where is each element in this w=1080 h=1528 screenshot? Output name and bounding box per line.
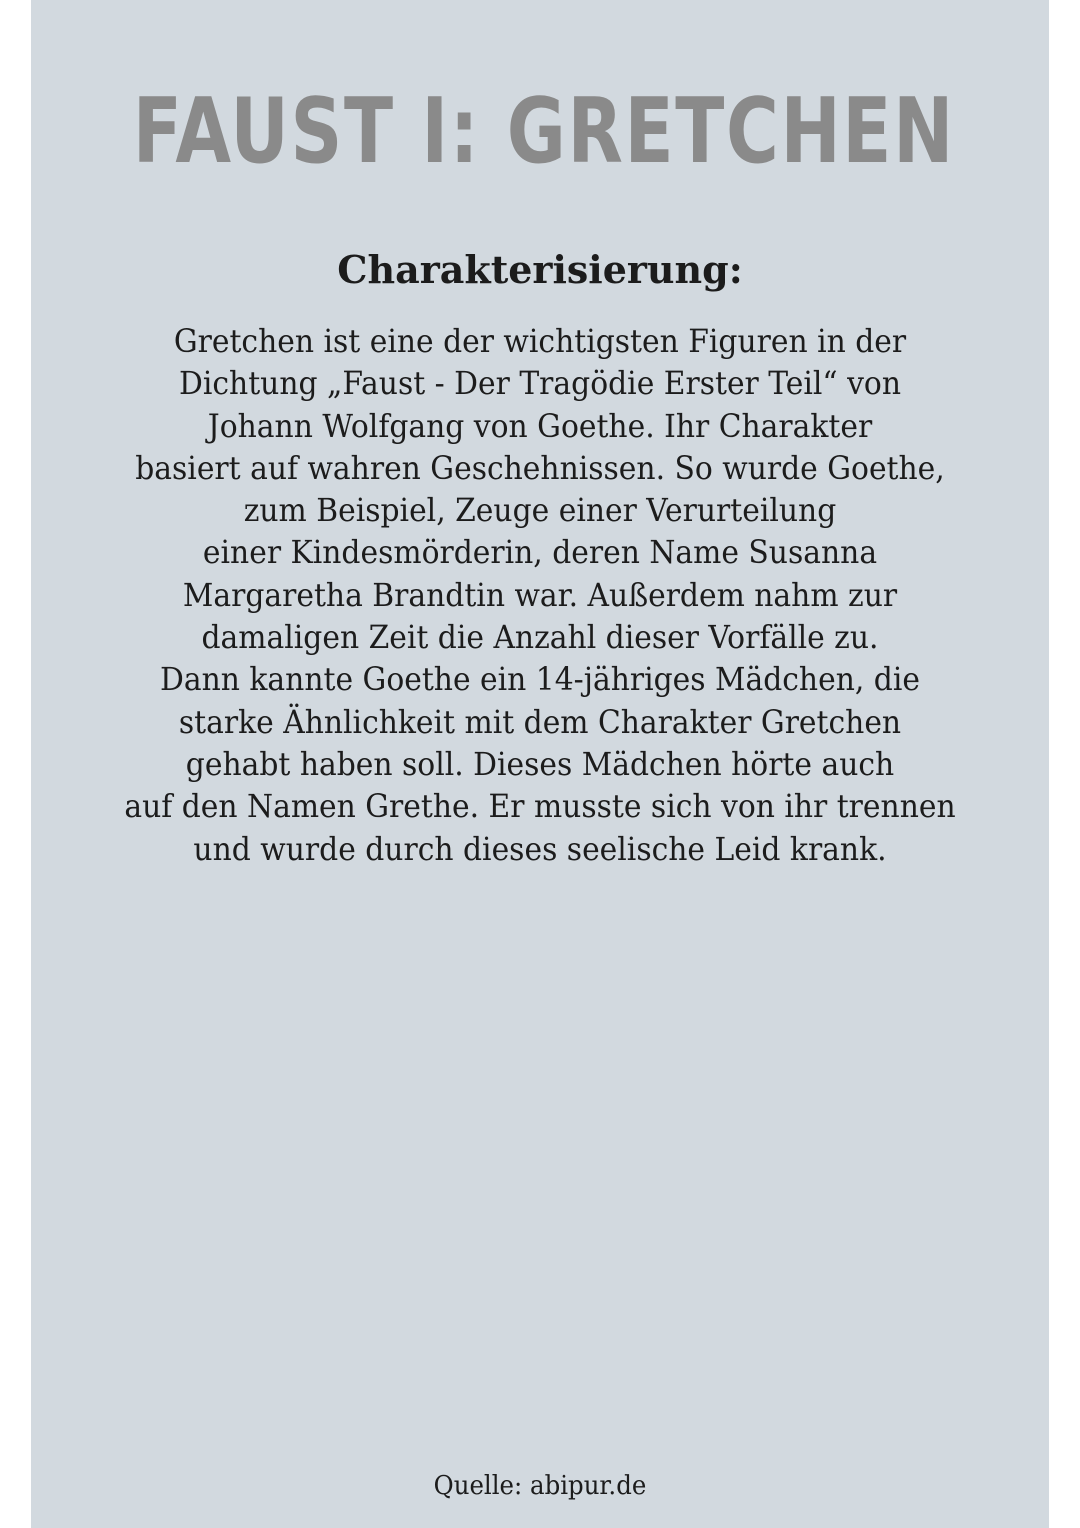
body-line: Dichtung „Faust - Der Tragödie Erster Teil“ von — [179, 364, 901, 403]
body-line: damaligen Zeit die Anzahl dieser Vorfälle zu. — [201, 618, 879, 657]
body-line: auf den Namen Grethe. Er musste sich von ihr trennen — [124, 787, 956, 826]
body-line: und wurde durch dieses seelische Leid krank. — [193, 829, 887, 868]
section-heading: Charakterisierung: — [337, 247, 743, 292]
body-line: Johann Wolfgang von Goethe. Ihr Charakter — [207, 406, 873, 445]
source-credit: Quelle: abipur.de — [433, 1471, 647, 1501]
body-line: Gretchen ist eine der wichtigsten Figuren in der — [173, 322, 907, 360]
body-line: Margaretha Brandtin war. Außerdem nahm zur — [182, 575, 898, 614]
body-line: basiert auf wahren Geschehnissen. So wurde Goethe, — [135, 448, 945, 487]
body-line: Dann kannte Goethe ein 14-jähriges Mädchen, die — [160, 660, 920, 699]
body-line: starke Ähnlichkeit mit dem Charakter Gretchen — [178, 702, 902, 741]
body-line: einer Kindesmörderin, deren Name Susanna — [202, 533, 878, 572]
body-line: zum Beispiel, Zeuge einer Verurteilung — [243, 491, 837, 530]
document-page — [31, 0, 1049, 1528]
page-title: FAUST I: GRETCHEN — [132, 79, 955, 184]
body-line: gehabt haben soll. Dieses Mädchen hörte auch — [185, 744, 895, 783]
body-paragraph — [31, 320, 1049, 870]
